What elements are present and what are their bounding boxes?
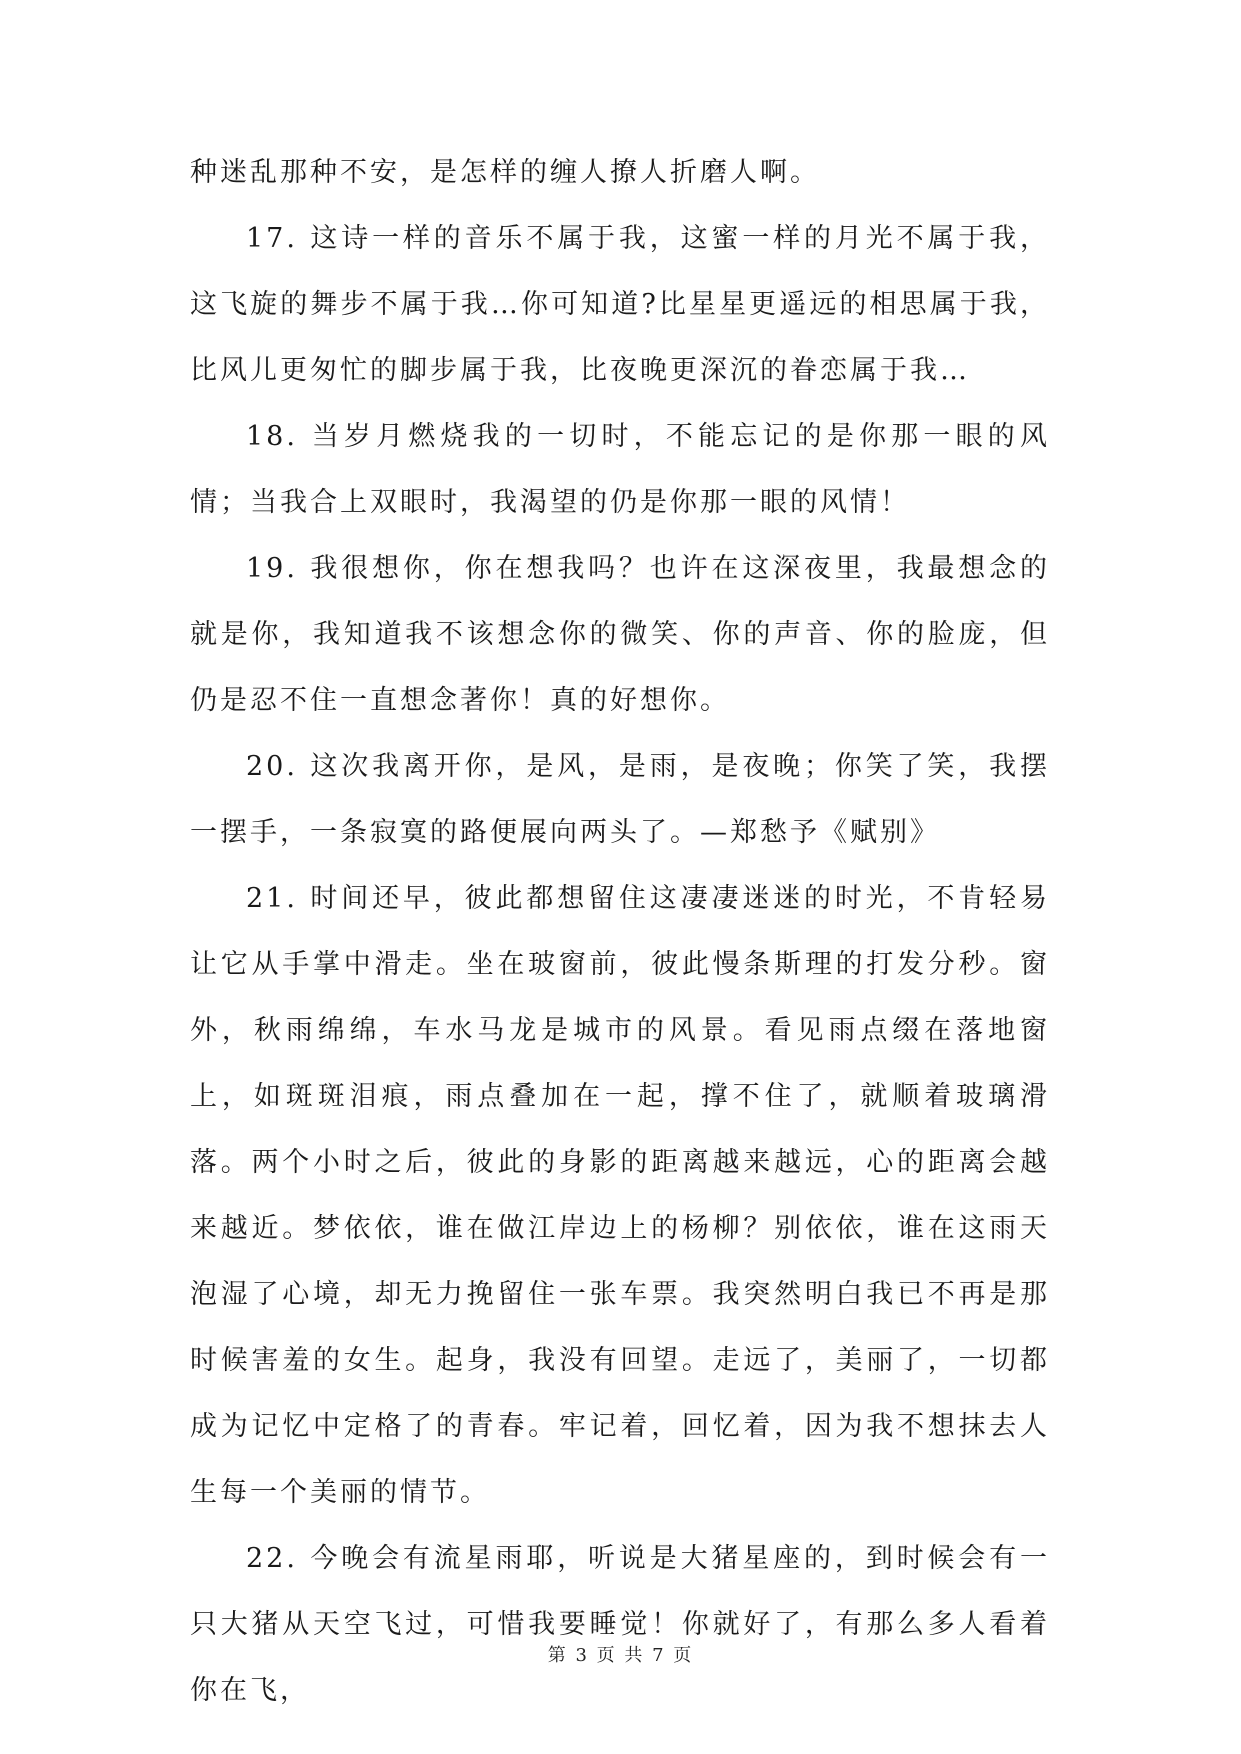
paragraph-22: 22. 今晚会有流星雨耶，听说是大猪星座的，到时候会有一只大猪从天空飞过，可惜我要睡觉！你就好了，有那么多人看着你在飞， [190,1543,1050,1706]
paragraph-17: 17. 这诗一样的音乐不属于我，这蜜一样的月光不属于我，这飞旋的舞步不属于我…你可知道?比星星更遥远的相思属于我，比风儿更匆忙的脚步属于我，比夜晚更深沉的眷恋属于我… [190,223,1050,386]
paragraph-20: 20. 这次我离开你，是风，是雨，是夜晚；你笑了笑，我摆一摆手，一条寂寞的路便展向两头了。—郑愁予《赋别》 [190,751,1050,848]
paragraph-18: 18. 当岁月燃烧我的一切时，不能忘记的是你那一眼的风情；当我合上双眼时，我渴望的仍是你那一眼的风情！ [190,421,1050,518]
paragraph-continuation: 种迷乱那种不安，是怎样的缠人撩人折磨人啊。 [190,157,820,188]
document-body [190,140,1050,1724]
page-number-footer: 第 3 页 共 7 页 [547,1645,694,1666]
paragraph-19: 19. 我很想你，你在想我吗？也许在这深夜里，我最想念的就是你，我知道我不该想念你的微笑、你的声音、你的脸庞，但仍是忍不住一直想念著你！真的好想你。 [190,553,1050,716]
paragraph-21: 21. 时间还早，彼此都想留住这凄凄迷迷的时光，不肯轻易让它从手掌中滑走。坐在玻窗前，彼此慢条斯理的打发分秒。窗外，秋雨绵绵，车水马龙是城市的风景。看见雨点缀在落地窗上，如斑斑泪痕，雨点叠加在一起，撑不住了，就顺着玻璃滑落。两个小时之后，彼此的身影的距离越来越远，心的距离会越来越近。梦依依，谁在做江岸边上的杨柳？别依依，谁在这雨天泡湿了心境，却无力挽留住一张车票。我突然明白我已不再是那时候害羞的女生。起身，我没有回望。走远了，美丽了，一切都成为记忆中定格了的青春。牢记着，回忆着，因为我不想抹去人生每一个美丽的情节。 [190,883,1050,1508]
